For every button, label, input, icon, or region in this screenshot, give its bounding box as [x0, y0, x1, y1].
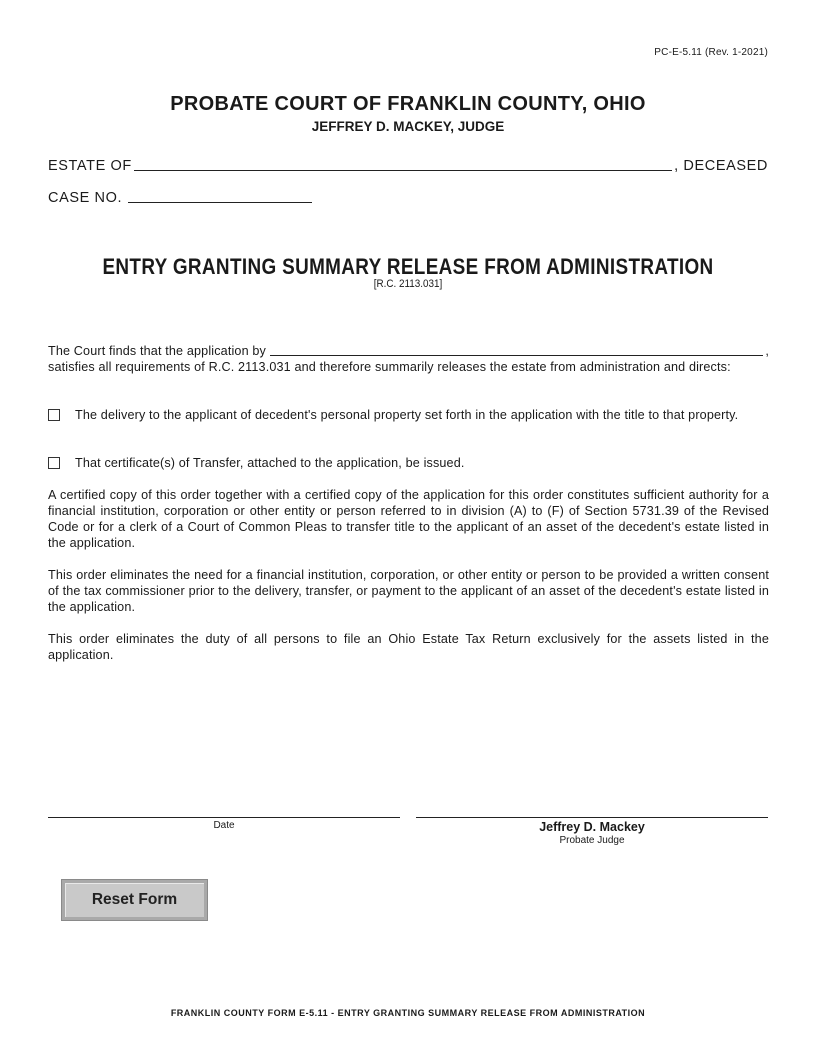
case-no-field[interactable] — [128, 190, 312, 203]
judge-title: Probate Judge — [559, 835, 625, 846]
form-footer: FRANKLIN COUNTY FORM E-5.11 - ENTRY GRANTING SUMMARY RELEASE FROM ADMINISTRATION — [170, 1008, 646, 1018]
finding-comma: , — [765, 344, 769, 358]
tax-return-paragraph: This order eliminates the duty of all persons to file an Ohio Estate Tax Return exclusively for the assets listed in the application. — [48, 632, 769, 662]
finding-prefix: The Court finds that the application by — [48, 344, 266, 358]
court-finding-paragraph — [48, 343, 769, 375]
deceased-label: , DECEASED — [674, 158, 768, 174]
certificate-checkbox[interactable] — [48, 457, 60, 469]
form-code: PC-E-5.11 (Rev. 1-2021) — [654, 47, 768, 58]
estate-name-field[interactable] — [134, 158, 672, 171]
delivery-checkbox[interactable] — [48, 409, 60, 421]
date-label: Date — [213, 820, 235, 831]
consent-paragraph: This order eliminates the need for a financial institution, corporation, or other entity or person to be provided a written consent of the tax commissioner prior to the delivery, transfer, or payment to the applicant of an asset of the decedent's estate listed in the application. — [48, 568, 769, 614]
statute-citation: [R.C. 2113.031] — [373, 278, 443, 290]
judge-name: Jeffrey D. Mackey — [539, 820, 645, 834]
entry-title: ENTRY GRANTING SUMMARY RELEASE FROM ADMINISTRATION — [102, 254, 714, 279]
judge-signature-line[interactable] — [416, 817, 768, 818]
checkbox-item-delivery — [48, 407, 769, 423]
checkbox-item-certificate — [48, 455, 769, 471]
case-no-label: CASE NO. — [48, 190, 123, 206]
delivery-checkbox-label: The delivery to the applicant of decedent's personal property set forth in the application with the title to that property. — [75, 408, 739, 422]
applicant-row — [48, 343, 769, 359]
court-title: PROBATE COURT OF FRANKLIN COUNTY, OHIO — [170, 93, 646, 115]
authority-paragraph: A certified copy of this order together with a certified copy of the application for this order constitutes sufficient authority for a financial institution, corporation or other entity or person referred to in division (A) to (F) of Section 5731.39 of the Revised Code or for a clerk of a Court of Common Pleas to transfer title to the applicant of an asset of the decedent's estate listed in the application. — [48, 488, 769, 550]
case-row — [48, 186, 312, 206]
estate-row — [48, 154, 768, 174]
judge-subtitle: JEFFREY D. MACKEY, JUDGE — [311, 119, 505, 134]
applicant-field[interactable] — [270, 344, 763, 356]
date-signature-line[interactable] — [48, 817, 400, 818]
finding-rest: satisfies all requirements of R.C. 2113.031 and therefore summarily releases the estate from administration and directs: — [48, 360, 731, 374]
certificate-checkbox-label: That certificate(s) of Transfer, attached to the application, be issued. — [75, 456, 465, 470]
reset-form-button[interactable]: Reset Form — [62, 880, 207, 920]
estate-of-label: ESTATE OF — [48, 158, 132, 174]
